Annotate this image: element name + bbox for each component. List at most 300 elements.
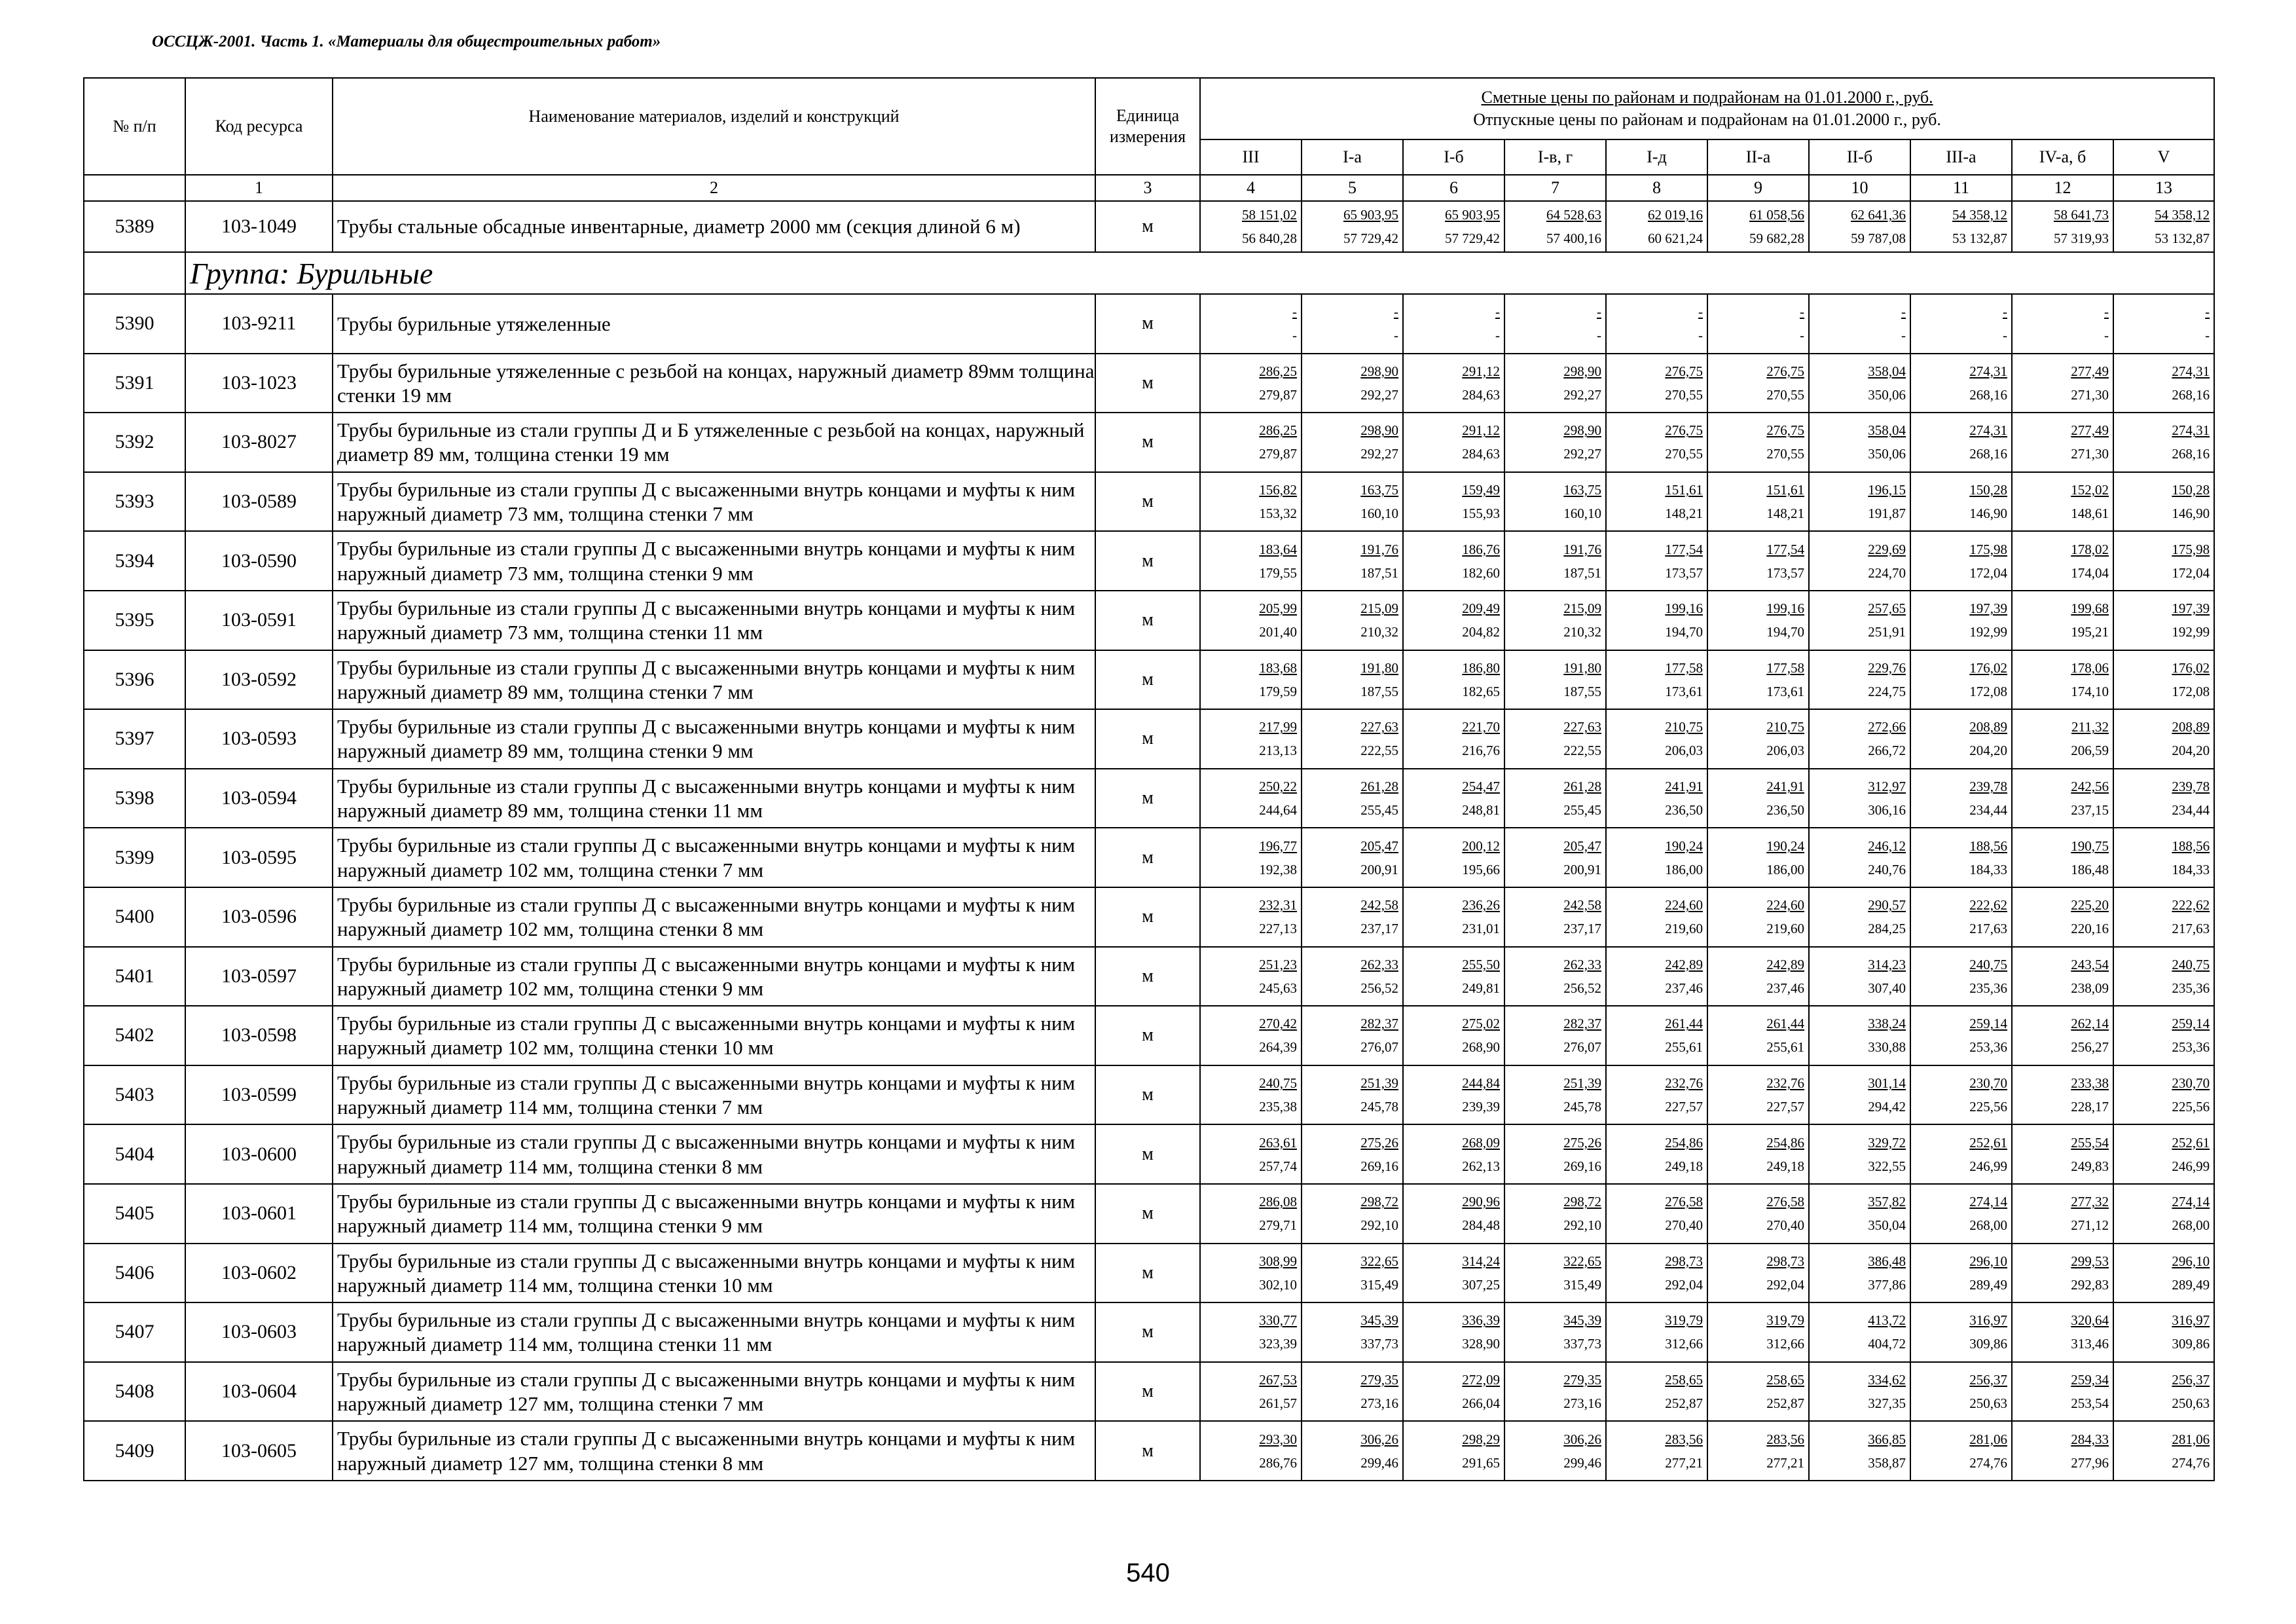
release-price: 252,87 bbox=[1766, 1395, 1804, 1411]
release-price: 173,57 bbox=[1665, 564, 1703, 581]
release-price: 192,38 bbox=[1259, 861, 1297, 877]
estimate-price: 243,54 bbox=[2071, 956, 2109, 972]
estimate-price: 54 358,12 bbox=[2155, 207, 2210, 223]
release-price: 302,10 bbox=[1259, 1276, 1297, 1293]
release-price: 210,32 bbox=[1563, 624, 1601, 640]
material-name: Трубы бурильные из стали группы Д с высаженными внутрь концами и муфты к ним наружный диаметр 102 мм, толщина стенки 10 мм bbox=[333, 1006, 1095, 1065]
release-price: 252,87 bbox=[1665, 1395, 1703, 1411]
release-price: 235,38 bbox=[1259, 1099, 1297, 1115]
column-number: 1 bbox=[185, 175, 333, 201]
price-cell bbox=[1809, 947, 1910, 1006]
release-price: 250,63 bbox=[2172, 1395, 2210, 1411]
estimate-price: 62 641,36 bbox=[1851, 207, 1906, 223]
header-region: III bbox=[1200, 139, 1302, 175]
estimate-price: 178,02 bbox=[2071, 541, 2109, 557]
estimate-price: 176,02 bbox=[2172, 659, 2210, 676]
estimate-price: 222,62 bbox=[1969, 897, 2007, 913]
estimate-price: 65 903,95 bbox=[1343, 207, 1398, 223]
release-price: 271,30 bbox=[2071, 446, 2109, 462]
price-cell bbox=[1606, 887, 1707, 947]
price-cell bbox=[2012, 294, 2113, 354]
header-name: Наименование материалов, изделий и конструкций bbox=[333, 78, 1095, 175]
release-price: 269,16 bbox=[1563, 1158, 1601, 1174]
header-region: I-в, г bbox=[1504, 139, 1606, 175]
release-price: 350,06 bbox=[1868, 446, 1906, 462]
release-price: - bbox=[1698, 327, 1703, 344]
price-cell bbox=[2113, 1006, 2214, 1065]
price-cell bbox=[1504, 201, 1606, 252]
estimate-price: - bbox=[2003, 304, 2007, 320]
price-cell bbox=[1910, 650, 2012, 710]
price-cell bbox=[1200, 1124, 1302, 1184]
estimate-price: 191,76 bbox=[1360, 541, 1398, 557]
price-cell bbox=[1910, 201, 2012, 252]
estimate-price: 197,39 bbox=[2172, 600, 2210, 617]
price-cell bbox=[1910, 1006, 2012, 1065]
release-price: 274,76 bbox=[2172, 1454, 2210, 1471]
price-cell bbox=[1707, 413, 1809, 472]
unit-of-measure: м bbox=[1095, 294, 1200, 354]
price-cell bbox=[1403, 947, 1504, 1006]
price-cell bbox=[1707, 1362, 1809, 1422]
price-cell bbox=[1707, 887, 1809, 947]
estimate-price: 366,85 bbox=[1868, 1431, 1906, 1447]
release-price: 313,46 bbox=[2071, 1336, 2109, 1352]
estimate-price: 298,72 bbox=[1563, 1194, 1601, 1210]
release-price: 184,33 bbox=[2172, 861, 2210, 877]
header-unit: Единица измерения bbox=[1095, 78, 1200, 175]
price-cell bbox=[1606, 1065, 1707, 1125]
estimate-price: 232,76 bbox=[1665, 1075, 1703, 1092]
estimate-price: 277,49 bbox=[2071, 422, 2109, 439]
estimate-price: 242,89 bbox=[1766, 956, 1804, 972]
release-price: 292,27 bbox=[1563, 446, 1601, 462]
unit-of-measure: м bbox=[1095, 1006, 1200, 1065]
release-price: 270,40 bbox=[1766, 1217, 1804, 1234]
release-price: 56 840,28 bbox=[1242, 231, 1297, 246]
table-row bbox=[84, 1124, 2214, 1184]
price-cell bbox=[1809, 1006, 1910, 1065]
price-cell bbox=[1809, 1362, 1910, 1422]
row-number: 5397 bbox=[84, 709, 185, 769]
price-cell bbox=[1403, 413, 1504, 472]
estimate-price: 262,33 bbox=[1563, 956, 1601, 972]
release-price: 194,70 bbox=[1766, 624, 1804, 640]
estimate-price: 258,65 bbox=[1665, 1371, 1703, 1388]
price-cell bbox=[1910, 1362, 2012, 1422]
release-price: 270,55 bbox=[1766, 446, 1804, 462]
header-region: IV-а, б bbox=[2012, 139, 2113, 175]
release-price: 195,21 bbox=[2071, 624, 2109, 640]
release-price: 57 729,42 bbox=[1343, 231, 1398, 246]
release-price: 206,03 bbox=[1665, 743, 1703, 759]
price-cell bbox=[1707, 354, 1809, 413]
price-cell bbox=[1504, 709, 1606, 769]
resource-code: 103-0597 bbox=[185, 947, 333, 1006]
price-cell bbox=[1403, 769, 1504, 828]
price-cell bbox=[2113, 887, 2214, 947]
release-price: 53 132,87 bbox=[1952, 231, 2007, 246]
price-cell bbox=[1707, 294, 1809, 354]
estimate-price: 177,58 bbox=[1766, 659, 1804, 676]
release-price: 146,90 bbox=[1969, 506, 2007, 522]
release-price: 292,04 bbox=[1766, 1276, 1804, 1293]
row-number: 5389 bbox=[84, 201, 185, 252]
estimate-price: - bbox=[1394, 304, 1398, 320]
release-price: 270,55 bbox=[1665, 386, 1703, 403]
resource-code: 103-0603 bbox=[185, 1302, 333, 1362]
estimate-price: 156,82 bbox=[1259, 482, 1297, 498]
estimate-price: 316,97 bbox=[2172, 1312, 2210, 1329]
price-cell bbox=[1606, 1184, 1707, 1244]
price-cell bbox=[1200, 769, 1302, 828]
estimate-price: 244,84 bbox=[1462, 1075, 1500, 1092]
estimate-price: 262,14 bbox=[2071, 1016, 2109, 1032]
price-cell bbox=[2012, 947, 2113, 1006]
price-cell bbox=[1504, 413, 1606, 472]
release-price: 186,00 bbox=[1665, 861, 1703, 877]
price-cell bbox=[1606, 413, 1707, 472]
price-cell bbox=[1200, 294, 1302, 354]
release-price: 249,81 bbox=[1462, 980, 1500, 996]
release-price: 192,99 bbox=[1969, 624, 2007, 640]
price-cell bbox=[2012, 1421, 2113, 1481]
unit-of-measure: м bbox=[1095, 769, 1200, 828]
estimate-price: 163,75 bbox=[1563, 482, 1601, 498]
estimate-price: 230,70 bbox=[2172, 1075, 2210, 1092]
price-cell bbox=[2012, 472, 2113, 532]
estimate-price: 211,32 bbox=[2071, 719, 2109, 735]
estimate-price: 275,26 bbox=[1563, 1134, 1601, 1151]
estimate-price: 291,12 bbox=[1462, 422, 1500, 439]
estimate-price: 240,75 bbox=[2172, 956, 2210, 972]
price-cell bbox=[1910, 472, 2012, 532]
row-number: 5398 bbox=[84, 769, 185, 828]
price-cell bbox=[1910, 769, 2012, 828]
row-number: 5403 bbox=[84, 1065, 185, 1125]
release-price: 277,21 bbox=[1665, 1454, 1703, 1471]
estimate-price: - bbox=[1597, 304, 1601, 320]
price-cell bbox=[1809, 1302, 1910, 1362]
release-price: 240,76 bbox=[1868, 861, 1906, 877]
column-number: 11 bbox=[1910, 175, 2012, 201]
estimate-price: 358,04 bbox=[1868, 422, 1906, 439]
price-cell bbox=[1200, 887, 1302, 947]
estimate-price: 61 058,56 bbox=[1749, 207, 1804, 223]
table-row bbox=[84, 354, 2214, 413]
price-cell bbox=[1910, 1124, 2012, 1184]
price-cell bbox=[1403, 472, 1504, 532]
estimate-price: 274,31 bbox=[1969, 422, 2007, 439]
estimate-price: 250,22 bbox=[1259, 779, 1297, 795]
release-price: 210,32 bbox=[1360, 624, 1398, 640]
estimate-price: 314,24 bbox=[1462, 1253, 1500, 1269]
release-price: 292,83 bbox=[2071, 1276, 2109, 1293]
column-number-blank bbox=[84, 175, 185, 201]
estimate-price: 276,75 bbox=[1665, 363, 1703, 379]
release-price: 200,91 bbox=[1563, 861, 1601, 877]
price-cell bbox=[1809, 354, 1910, 413]
release-price: 299,46 bbox=[1360, 1454, 1398, 1471]
price-cell bbox=[1809, 413, 1910, 472]
estimate-price: 209,49 bbox=[1462, 600, 1500, 617]
estimate-price: 239,78 bbox=[2172, 779, 2210, 795]
table-row bbox=[84, 294, 2214, 354]
estimate-price: 298,73 bbox=[1766, 1253, 1804, 1269]
header-region: V bbox=[2113, 139, 2214, 175]
release-price: 227,13 bbox=[1259, 921, 1297, 937]
release-price: 253,36 bbox=[2172, 1039, 2210, 1056]
estimate-price: 306,26 bbox=[1360, 1431, 1398, 1447]
release-price: 217,63 bbox=[1969, 921, 2007, 937]
estimate-price: 330,77 bbox=[1259, 1312, 1297, 1329]
estimate-price: 227,63 bbox=[1360, 719, 1398, 735]
estimate-price: 276,75 bbox=[1665, 422, 1703, 439]
price-cell bbox=[2012, 354, 2113, 413]
release-price: 273,16 bbox=[1563, 1395, 1601, 1411]
estimate-price: 298,29 bbox=[1462, 1431, 1500, 1447]
estimate-price: 62 019,16 bbox=[1648, 207, 1703, 223]
price-cell bbox=[1809, 591, 1910, 650]
price-cell bbox=[2113, 1244, 2214, 1303]
price-cell bbox=[1302, 887, 1403, 947]
release-price: 227,57 bbox=[1766, 1099, 1804, 1115]
price-cell bbox=[2113, 1421, 2214, 1481]
estimate-price: 275,26 bbox=[1360, 1134, 1398, 1151]
resource-code: 103-0602 bbox=[185, 1244, 333, 1303]
column-number: 9 bbox=[1707, 175, 1809, 201]
estimate-price: 240,75 bbox=[1969, 956, 2007, 972]
price-cell bbox=[1606, 531, 1707, 591]
price-cell bbox=[1809, 294, 1910, 354]
release-price: 182,60 bbox=[1462, 564, 1500, 581]
row-number: 5409 bbox=[84, 1421, 185, 1481]
estimate-price: 151,61 bbox=[1766, 482, 1804, 498]
header-code: Код ресурса bbox=[185, 78, 333, 175]
estimate-price: 58 151,02 bbox=[1242, 207, 1297, 223]
release-price: 245,63 bbox=[1259, 980, 1297, 996]
estimate-price: 251,39 bbox=[1360, 1075, 1398, 1092]
estimate-price: 276,75 bbox=[1766, 363, 1804, 379]
column-number: 5 bbox=[1302, 175, 1403, 201]
estimate-price: 190,24 bbox=[1665, 838, 1703, 854]
estimate-price: 276,75 bbox=[1766, 422, 1804, 439]
unit-of-measure: м bbox=[1095, 828, 1200, 887]
release-price: 294,42 bbox=[1868, 1099, 1906, 1115]
release-price: 206,03 bbox=[1766, 743, 1804, 759]
estimate-price: 191,80 bbox=[1360, 659, 1398, 676]
estimate-price: 259,14 bbox=[2172, 1016, 2210, 1032]
price-cell bbox=[1403, 828, 1504, 887]
estimate-price: 188,56 bbox=[2172, 838, 2210, 854]
column-number: 8 bbox=[1606, 175, 1707, 201]
price-cell bbox=[2012, 1244, 2113, 1303]
price-cell bbox=[1504, 1244, 1606, 1303]
release-price: 246,99 bbox=[2172, 1158, 2210, 1174]
release-price: 206,59 bbox=[2071, 743, 2109, 759]
release-price: 377,86 bbox=[1868, 1276, 1906, 1293]
estimate-price: 208,89 bbox=[2172, 719, 2210, 735]
estimate-price: 205,99 bbox=[1259, 600, 1297, 617]
header-region: I-д bbox=[1606, 139, 1707, 175]
price-cell bbox=[1302, 1302, 1403, 1362]
page-number: 540 bbox=[1126, 1559, 1170, 1587]
release-price: 235,36 bbox=[2172, 980, 2210, 996]
price-cell bbox=[1504, 1302, 1606, 1362]
estimate-price: 274,31 bbox=[1969, 363, 2007, 379]
estimate-price: 306,26 bbox=[1563, 1431, 1601, 1447]
price-cell bbox=[1302, 1124, 1403, 1184]
release-price: 237,46 bbox=[1766, 980, 1804, 996]
price-cell bbox=[1707, 1244, 1809, 1303]
price-cell bbox=[1910, 947, 2012, 1006]
price-cell bbox=[2012, 1065, 2113, 1125]
price-cell bbox=[1302, 1006, 1403, 1065]
price-cell bbox=[2012, 413, 2113, 472]
price-cell bbox=[2113, 1362, 2214, 1422]
price-cell bbox=[1302, 472, 1403, 532]
estimate-price: 296,10 bbox=[2172, 1253, 2210, 1269]
resource-code: 103-0590 bbox=[185, 531, 333, 591]
estimate-price: 270,42 bbox=[1259, 1016, 1297, 1032]
release-price: 225,56 bbox=[1969, 1099, 2007, 1115]
release-price: 315,49 bbox=[1360, 1276, 1398, 1293]
table-row bbox=[84, 650, 2214, 710]
estimate-price: 284,33 bbox=[2071, 1431, 2109, 1447]
estimate-price: 54 358,12 bbox=[1952, 207, 2007, 223]
release-price: 224,70 bbox=[1868, 564, 1906, 581]
resource-code: 103-0600 bbox=[185, 1124, 333, 1184]
release-price: 155,93 bbox=[1462, 506, 1500, 522]
row-number: 5400 bbox=[84, 887, 185, 947]
estimate-price: 259,34 bbox=[2071, 1371, 2109, 1388]
release-price: 268,16 bbox=[2172, 386, 2210, 403]
estimate-price: - bbox=[1901, 304, 1906, 320]
release-price: 292,27 bbox=[1360, 446, 1398, 462]
unit-of-measure: м bbox=[1095, 591, 1200, 650]
price-cell bbox=[1403, 1244, 1504, 1303]
release-price: 172,08 bbox=[1969, 683, 2007, 699]
estimate-price: 338,24 bbox=[1868, 1016, 1906, 1032]
release-price: 292,10 bbox=[1360, 1217, 1398, 1234]
estimate-price: 261,28 bbox=[1360, 779, 1398, 795]
estimate-price: 319,79 bbox=[1766, 1312, 1804, 1329]
price-cell bbox=[1910, 294, 2012, 354]
resource-code: 103-0594 bbox=[185, 769, 333, 828]
release-price: 59 787,08 bbox=[1851, 231, 1906, 246]
resource-code: 103-0596 bbox=[185, 887, 333, 947]
price-cell bbox=[1302, 531, 1403, 591]
estimate-price: 240,75 bbox=[1259, 1075, 1297, 1092]
estimate-price: 176,02 bbox=[1969, 659, 2007, 676]
price-cell bbox=[1200, 1006, 1302, 1065]
release-price: 236,50 bbox=[1766, 802, 1804, 819]
price-cell bbox=[1707, 1065, 1809, 1125]
release-price: 322,55 bbox=[1868, 1158, 1906, 1174]
price-cell bbox=[1606, 769, 1707, 828]
estimate-price: 279,35 bbox=[1360, 1371, 1398, 1388]
row-number: 5395 bbox=[84, 591, 185, 650]
estimate-price: 175,98 bbox=[2172, 541, 2210, 557]
price-cell bbox=[1403, 531, 1504, 591]
price-cell bbox=[1302, 828, 1403, 887]
price-cell bbox=[1809, 650, 1910, 710]
resource-code: 103-0601 bbox=[185, 1184, 333, 1244]
price-cell bbox=[1200, 709, 1302, 769]
price-cell bbox=[2113, 828, 2214, 887]
release-price: 173,57 bbox=[1766, 564, 1804, 581]
table-row bbox=[84, 947, 2214, 1006]
release-price: 257,74 bbox=[1259, 1158, 1297, 1174]
row-number: 5390 bbox=[84, 294, 185, 354]
price-cell bbox=[1302, 201, 1403, 252]
price-cell bbox=[1504, 1362, 1606, 1422]
release-price: 256,27 bbox=[2071, 1039, 2109, 1056]
release-price: 173,61 bbox=[1766, 683, 1804, 699]
estimate-price: 413,72 bbox=[1868, 1312, 1906, 1329]
estimate-price: 282,37 bbox=[1563, 1016, 1601, 1032]
estimate-price: 186,80 bbox=[1462, 659, 1500, 676]
estimate-price: 159,49 bbox=[1462, 482, 1500, 498]
table-row bbox=[84, 1006, 2214, 1065]
release-price: 404,72 bbox=[1868, 1336, 1906, 1352]
unit-of-measure: м bbox=[1095, 413, 1200, 472]
material-name: Трубы бурильные из стали группы Д с высаженными внутрь концами и муфты к ним наружный диаметр 114 мм, толщина стенки 10 мм bbox=[333, 1244, 1095, 1303]
estimate-price: 152,02 bbox=[2071, 482, 2109, 498]
release-price: 277,21 bbox=[1766, 1454, 1804, 1471]
price-cell bbox=[1809, 1244, 1910, 1303]
release-price: 237,15 bbox=[2071, 802, 2109, 819]
release-price: 173,61 bbox=[1665, 683, 1703, 699]
price-cell bbox=[1707, 828, 1809, 887]
release-price: 179,55 bbox=[1259, 564, 1297, 581]
row-number: 5401 bbox=[84, 947, 185, 1006]
price-table bbox=[83, 77, 2215, 1481]
table-row bbox=[84, 531, 2214, 591]
price-cell bbox=[1707, 709, 1809, 769]
release-price: 186,00 bbox=[1766, 861, 1804, 877]
release-price: 204,20 bbox=[2172, 743, 2210, 759]
material-name: Трубы бурильные из стали группы Д с высаженными внутрь концами и муфты к ним наружный диаметр 102 мм, толщина стенки 7 мм bbox=[333, 828, 1095, 887]
material-name: Трубы бурильные из стали группы Д с высаженными внутрь концами и муфты к ним наружный диаметр 114 мм, толщина стенки 7 мм bbox=[333, 1065, 1095, 1125]
unit-of-measure: м bbox=[1095, 1124, 1200, 1184]
release-price: 261,57 bbox=[1259, 1395, 1297, 1411]
price-cell bbox=[1504, 531, 1606, 591]
release-price: 251,91 bbox=[1868, 624, 1906, 640]
price-cell bbox=[1910, 531, 2012, 591]
price-cell bbox=[1504, 591, 1606, 650]
release-price: - bbox=[2003, 327, 2007, 344]
price-cell bbox=[2113, 294, 2214, 354]
price-cell bbox=[1504, 1421, 1606, 1481]
estimate-price: 251,39 bbox=[1563, 1075, 1601, 1092]
price-cell bbox=[1707, 591, 1809, 650]
table-row bbox=[84, 1302, 2214, 1362]
resource-code: 103-1049 bbox=[185, 201, 333, 252]
row-number: 5404 bbox=[84, 1124, 185, 1184]
estimate-price: 222,62 bbox=[2172, 897, 2210, 913]
header-prices-release: Отпускные цены по районам и подрайонам на 01.01.2000 г., руб. bbox=[1473, 110, 1941, 129]
price-cell bbox=[1504, 1184, 1606, 1244]
release-price: 268,00 bbox=[2172, 1217, 2210, 1234]
price-cell bbox=[1200, 354, 1302, 413]
estimate-price: - bbox=[2205, 304, 2210, 320]
estimate-price: 281,06 bbox=[2172, 1431, 2210, 1447]
release-price: 204,82 bbox=[1462, 624, 1500, 640]
release-price: 253,54 bbox=[2071, 1395, 2109, 1411]
release-price: 284,25 bbox=[1868, 921, 1906, 937]
release-price: 186,48 bbox=[2071, 861, 2109, 877]
